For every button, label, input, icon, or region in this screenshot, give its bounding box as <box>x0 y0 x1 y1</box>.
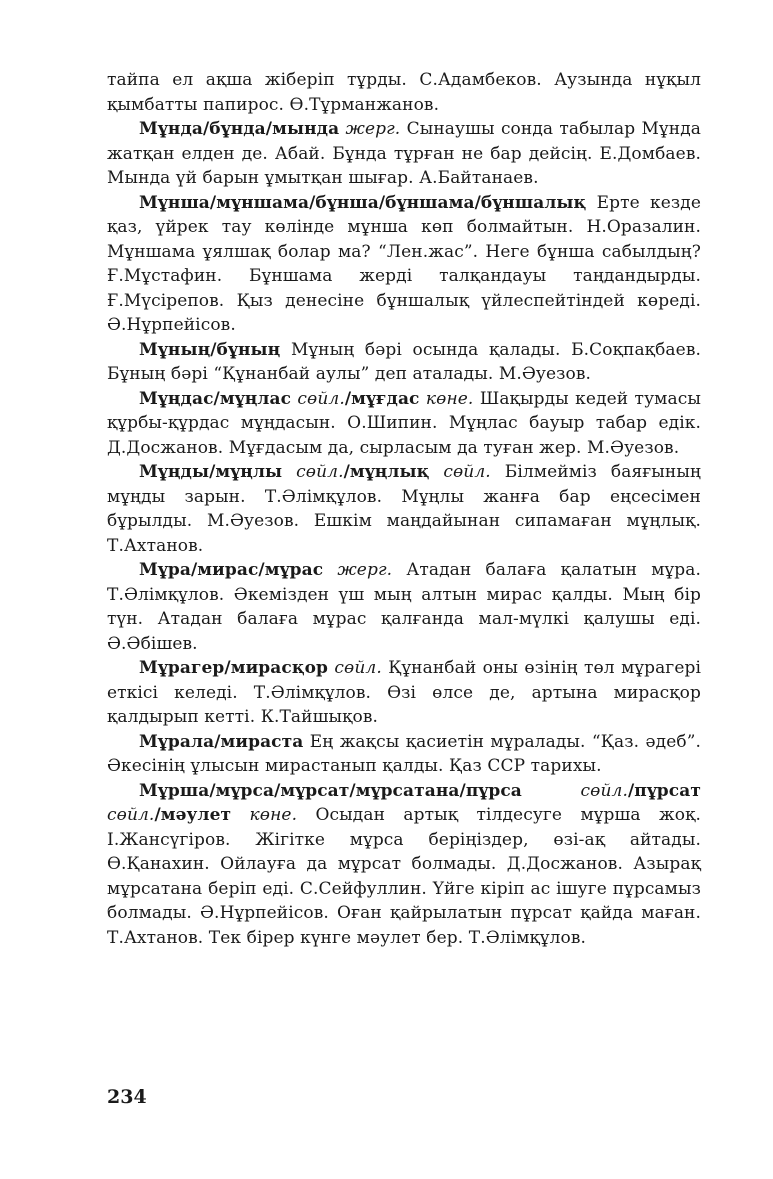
dictionary-page <box>107 68 701 950</box>
entry-text: Сынаушы сонда табылар Мұнда жатқан елден де. Абай. Бұнда тұрған не бар дейсің. Е.Домбаев. Мында үй барын ұмытқан шығар. А.Байтанаев. <box>107 119 701 188</box>
entry-text <box>231 805 249 825</box>
dictionary-entry <box>107 460 701 558</box>
dictionary-entry <box>107 387 701 461</box>
entry-text: Ерте кезде қаз, үйрек тау көлінде мұнша көп болмайтын. Н.Оразалин. Мұншама ұялшақ болар ма? “Лен.жас”. Неге бұнша сабылдың? Ғ.Мұстафин. Бұншама жерді талқандауы таңдандырды. Ғ.Мүсірепов. Қыз денесіне бұншалық үйлеспейтіндей көреді. Ә.Нұрпейісов. <box>107 192 701 335</box>
headword: Мұнша/мұншама/бұнша/бұншама/бұншалық <box>139 192 587 213</box>
entry-text: Шақырды кедей тумасы құрбы-құрдас мұңдасын. О.Шипин. Мұңлас бауыр табар едік. Д.Досжанов. Мұғдасым да, сырласым да туған жер. М.Әуезов. <box>107 388 701 458</box>
headword: Мұңдас/мұңлас <box>139 388 292 409</box>
headword: /мұғдас <box>344 388 420 409</box>
headword: Мұрала/мираста <box>139 731 304 752</box>
usage-label: жерг. <box>345 119 401 139</box>
page-number: 234 <box>107 1086 147 1108</box>
headword: Мұңды/мұңлы <box>139 462 283 482</box>
headword: Мұрша/мұрса/мұрсат/мұрсатана/пұрса <box>139 780 522 801</box>
usage-label: сөйл. <box>580 780 628 801</box>
headword: Мұра/мирас/мұрас <box>139 560 324 580</box>
usage-label: сөйл. <box>107 805 155 825</box>
entry-text: Мұның бәрі осында қалады. Б.Соқпақбаев. Бұның бәрі “Құнанбай аулы” деп аталады. М.Әуезов. <box>107 339 701 384</box>
entry-text: Білмейміз баяғының мұңды зарын. Т.Әлімқұлов. Мұңлы жанға бар еңсесімен бұрылды. М.Әуезов. Ешкім маңдайынан сипамаған мұңлық. Т.Ахтанов. <box>107 462 701 556</box>
entry-text <box>323 560 337 580</box>
dictionary-entry <box>107 558 701 656</box>
entry-text <box>282 462 296 482</box>
usage-label: көне. <box>425 388 474 409</box>
headword: Мұрагер/мирасқор <box>139 658 329 678</box>
entry-text: Құнанбай оны өзінің төл мұрагері еткісі келеді. Т.Әлімқұлов. Өзі өлсе де, артына мирасқор қалдырып кетті. К.Тайшықов. <box>107 658 701 727</box>
dictionary-entry <box>107 656 701 730</box>
headword: Мұның/бұның <box>139 339 281 360</box>
entry-text <box>429 462 443 482</box>
usage-label: көне. <box>249 805 298 825</box>
entry-continuation <box>107 68 701 117</box>
dictionary-entry <box>107 191 701 338</box>
headword: /мұңлық <box>343 462 430 482</box>
entry-text: Атадан балаға қалатын мұра. Т.Әлімқұлов. Әкемізден үш мың алтын мирас қалды. Мың бір түн. Атадан балаға мұрас қалғанда мал-мүлкі қалушы еді. Ә.Әбішев. <box>107 560 701 654</box>
headword: /пұрсат <box>627 780 701 801</box>
entry-text: тайпа ел ақша жіберіп тұрды. С.Адамбеков. Аузында нұқыл қымбатты папирос. Ө.Тұрманжанов. <box>107 70 701 115</box>
dictionary-entry <box>107 338 701 387</box>
usage-label: жерг. <box>337 560 393 580</box>
headword: Мұнда/бұнда/мында <box>139 119 340 139</box>
dictionary-entry <box>107 730 701 779</box>
usage-label: сөйл. <box>443 462 491 482</box>
entry-text <box>522 781 581 801</box>
usage-label: сөйл. <box>297 388 345 409</box>
usage-label: сөйл. <box>296 462 344 482</box>
dictionary-entry <box>107 779 701 951</box>
entry-text: Осыдан артық тілдесуге мұрша жоқ. І.Жансүгіров. Жігітке мұрса беріңіздер, өзі-ақ айтады. Ө.Қанахин. Ойлауға да мұрсат болмады. Д.Досжанов. Азырақ мұрсатана беріп еді. С.Сейфуллин. Үйге кіріп ас ішуге пұрсамыз болмады. Ә.Нұрпейісов. Оған қайрылатын пұрсат қайда маған. Т.Ахтанов. Тек бірер күнге мәулет бер. Т.Әлімқұлов. <box>107 805 701 948</box>
headword: /мәулет <box>154 805 232 825</box>
entry-text: Ең жақсы қасиетін мұралады. “Қаз. әдеб”. Әкесінің ұлысын мирастанып қалды. Қаз ССР тарихы. <box>107 731 701 776</box>
dictionary-entry <box>107 117 701 191</box>
usage-label: сөйл. <box>334 658 382 678</box>
dictionary-entries <box>107 68 701 950</box>
